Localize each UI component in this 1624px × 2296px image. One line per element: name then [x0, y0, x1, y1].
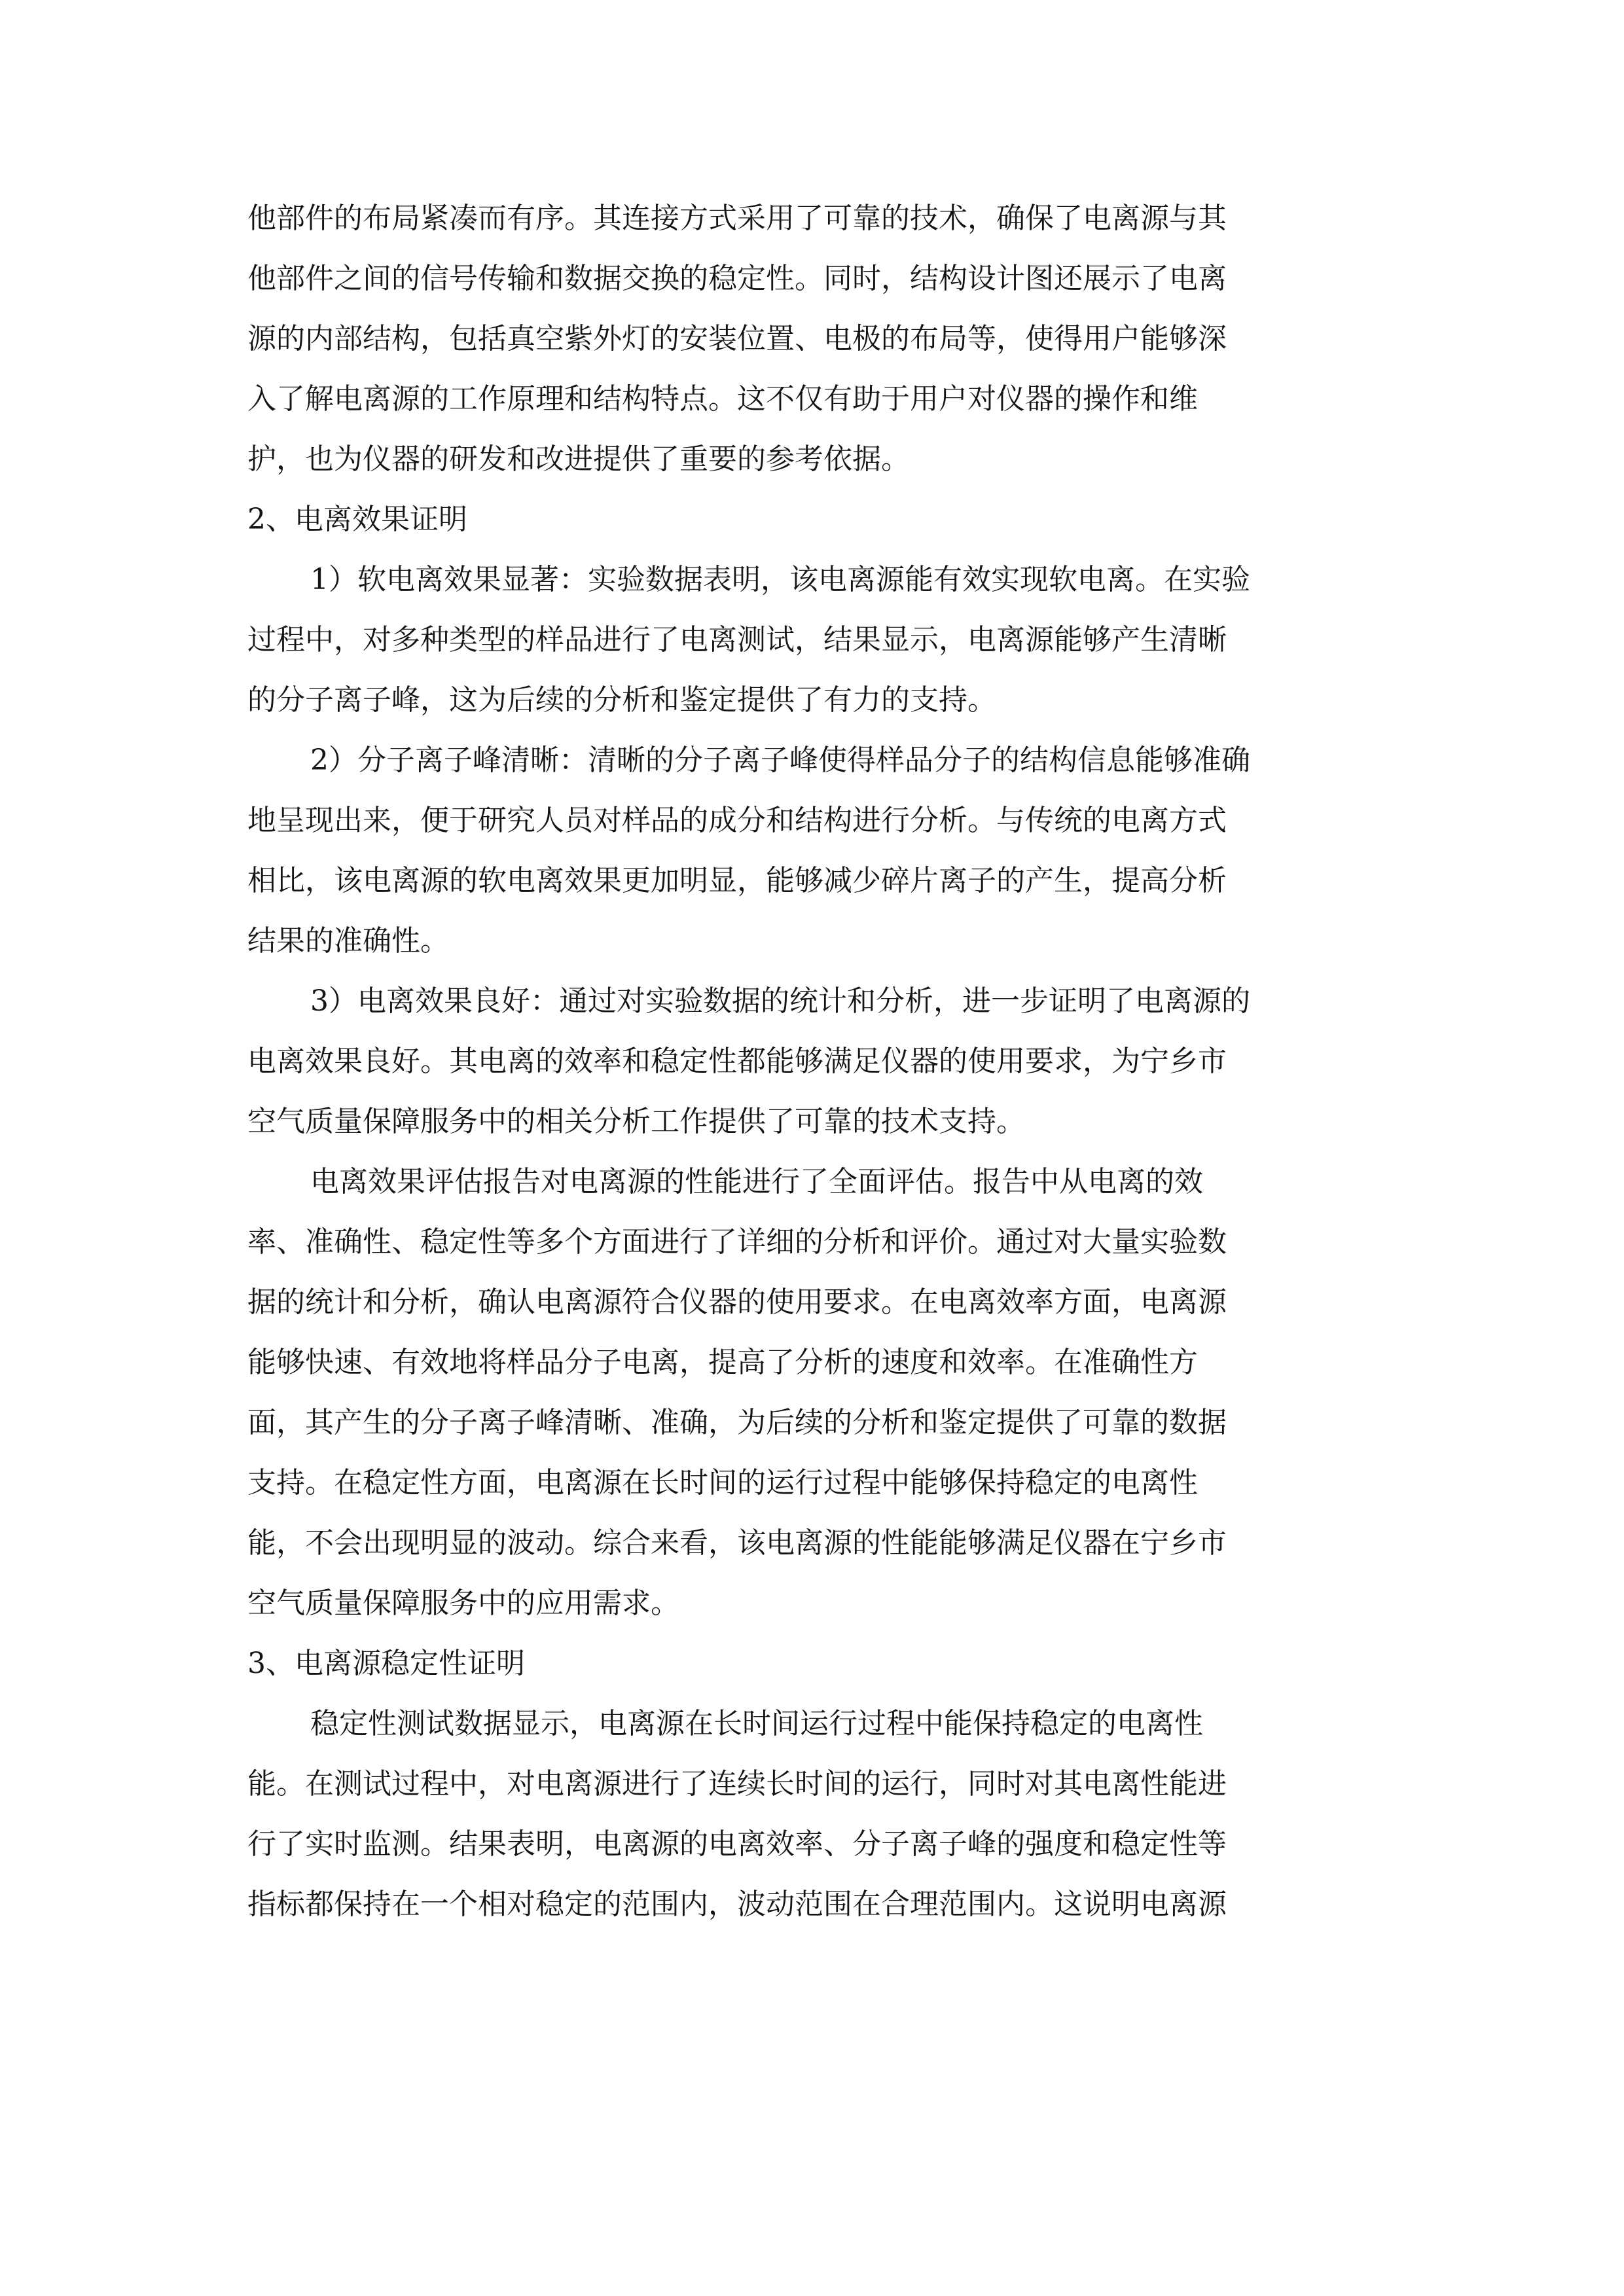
text-line: 的分子离子峰，这为后续的分析和鉴定提供了有力的支持。 — [247, 683, 996, 717]
text-line: 地呈现出来，便于研究人员对样品的成分和结构进行分析。与传统的电离方式 — [247, 804, 1227, 837]
text-line: 2）分子离子峰清晰：清晰的分子离子峰使得样品分子的结构信息能够准确 — [310, 744, 1250, 777]
text-line: 能。在测试过程中，对电离源进行了连续长时间的运行，同时对其电离性能进 — [247, 1767, 1227, 1801]
text-line: 3）电离效果良好：通过对实验数据的统计和分析，进一步证明了电离源的 — [310, 984, 1250, 1018]
document-page — [247, 188, 1388, 1935]
text-line: 指标都保持在一个相对稳定的范围内，波动范围在合理范围内。这说明电离源 — [247, 1888, 1227, 1921]
item-3-paragraph — [247, 971, 1388, 1152]
text-line: 率、准确性、稳定性等多个方面进行了详细的分析和评价。通过对大量实验数 — [247, 1225, 1227, 1259]
text-line: 电离效果良好。其电离的效率和稳定性都能够满足仪器的使用要求，为宁乡市 — [247, 1045, 1227, 1078]
text-line: 源的内部结构，包括真空紫外灯的安装位置、电极的布局等，使得用户能够深 — [247, 322, 1227, 355]
text-line: 空气质量保障服务中的相关分析工作提供了可靠的技术支持。 — [247, 1105, 1025, 1138]
text-line: 空气质量保障服务中的应用需求。 — [247, 1587, 679, 1620]
text-line: 过程中，对多种类型的样品进行了电离测试，结果显示，电离源能够产生清晰 — [247, 623, 1227, 656]
text-line: 能，不会出现明显的波动。综合来看，该电离源的性能能够满足仪器在宁乡市 — [247, 1526, 1227, 1560]
assessment-paragraph — [247, 1152, 1388, 1634]
text-line: 稳定性测试数据显示，电离源在长时间运行过程中能保持稳定的电离性 — [310, 1707, 1203, 1740]
text-line: 他部件之间的信号传输和数据交换的稳定性。同时，结构设计图还展示了电离 — [247, 262, 1227, 295]
intro-paragraph — [247, 188, 1388, 490]
item-1-paragraph — [247, 550, 1388, 730]
text-line: 相比，该电离源的软电离效果更加明显，能够减少碎片离子的产生，提高分析 — [247, 864, 1227, 897]
text-line: 行了实时监测。结果表明，电离源的电离效率、分子离子峰的强度和稳定性等 — [247, 1827, 1227, 1861]
text-line: 据的统计和分析，确认电离源符合仪器的使用要求。在电离效率方面，电离源 — [247, 1285, 1227, 1319]
section-2-heading: 2、电离效果证明 — [247, 503, 467, 536]
section-3-heading: 3、电离源稳定性证明 — [247, 1647, 525, 1680]
item-2-paragraph — [247, 730, 1388, 971]
text-line: 1）软电离效果显著：实验数据表明，该电离源能有效实现软电离。在实验 — [310, 563, 1250, 596]
text-line: 面，其产生的分子离子峰清晰、准确，为后续的分析和鉴定提供了可靠的数据 — [247, 1406, 1227, 1439]
text-line: 结果的准确性。 — [247, 924, 449, 958]
stability-paragraph — [247, 1694, 1388, 1935]
text-line: 护，也为仪器的研发和改进提供了重要的参考依据。 — [247, 442, 910, 476]
text-line: 电离效果评估报告对电离源的性能进行了全面评估。报告中从电离的效 — [310, 1165, 1203, 1198]
text-line: 支持。在稳定性方面，电离源在长时间的运行过程中能够保持稳定的电离性 — [247, 1466, 1198, 1499]
text-line: 他部件的布局紧凑而有序。其连接方式采用了可靠的技术，确保了电离源与其 — [247, 202, 1227, 235]
text-line: 入了解电离源的工作原理和结构特点。这不仅有助于用户对仪器的操作和维 — [247, 382, 1198, 416]
text-line: 能够快速、有效地将样品分子电离，提高了分析的速度和效率。在准确性方 — [247, 1346, 1198, 1379]
